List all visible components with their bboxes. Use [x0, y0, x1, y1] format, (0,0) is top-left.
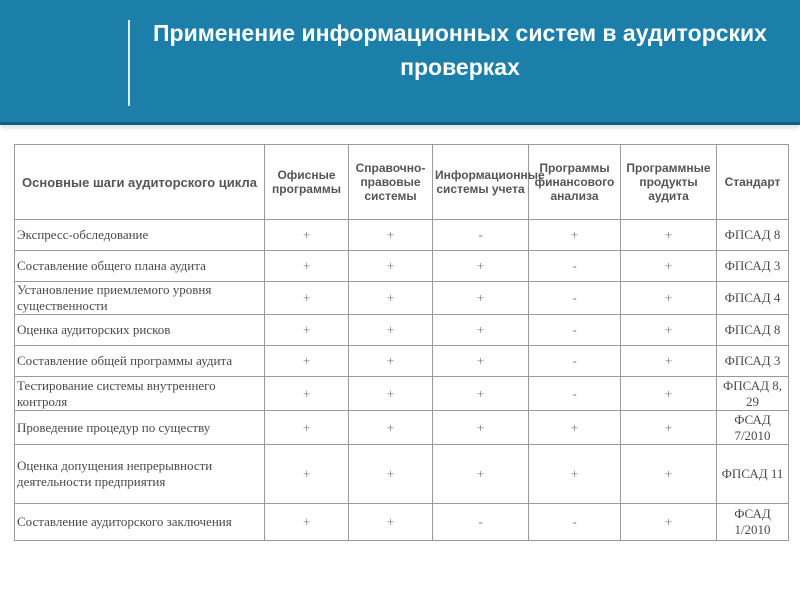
table-row	[15, 315, 789, 346]
mark-cell: +	[349, 377, 433, 411]
table-row	[15, 377, 789, 411]
mark-cell: +	[621, 504, 717, 541]
mark-cell: -	[433, 504, 529, 541]
slide-title: Применение информационных систем в аудиторских проверках	[153, 20, 767, 80]
mark-cell: +	[433, 282, 529, 315]
step-cell: Тестирование системы внутреннего контроля	[15, 377, 265, 411]
mark-cell: +	[349, 282, 433, 315]
step-cell: Составление аудиторского заключения	[15, 504, 265, 541]
mark-cell: +	[621, 377, 717, 411]
step-cell: Установление приемлемого уровня существенности	[15, 282, 265, 315]
mark-cell: +	[621, 282, 717, 315]
step-cell: Составление общего плана аудита	[15, 251, 265, 282]
header-standard: Стандарт	[717, 145, 789, 220]
mark-cell: +	[349, 504, 433, 541]
step-cell: Оценка аудиторских рисков	[15, 315, 265, 346]
header-office-programs: Офисные программы	[265, 145, 349, 220]
mark-cell: -	[529, 504, 621, 541]
table-row	[15, 411, 789, 445]
standard-cell: ФПСАД 3	[717, 251, 789, 282]
mark-cell: +	[349, 411, 433, 445]
mark-cell: +	[265, 377, 349, 411]
step-cell: Экспресс-обследование	[15, 220, 265, 251]
mark-cell: +	[621, 411, 717, 445]
table-row	[15, 282, 789, 315]
audit-systems-table	[14, 144, 789, 541]
mark-cell: +	[265, 346, 349, 377]
mark-cell: +	[265, 504, 349, 541]
mark-cell: +	[433, 251, 529, 282]
header-audit-software: Программные продукты аудита	[621, 145, 717, 220]
mark-cell: +	[349, 251, 433, 282]
mark-cell: +	[433, 346, 529, 377]
standard-cell: ФСАД 1/2010	[717, 504, 789, 541]
mark-cell: +	[265, 282, 349, 315]
table-row	[15, 251, 789, 282]
mark-cell: +	[529, 445, 621, 504]
mark-cell: +	[621, 220, 717, 251]
mark-cell: +	[265, 315, 349, 346]
standard-cell: ФСАД 7/2010	[717, 411, 789, 445]
header-steps: Основные шаги аудиторского цикла	[15, 145, 265, 220]
mark-cell: +	[349, 220, 433, 251]
mark-cell: -	[529, 251, 621, 282]
mark-cell: +	[265, 445, 349, 504]
mark-cell: +	[621, 346, 717, 377]
mark-cell: +	[433, 445, 529, 504]
table-row	[15, 220, 789, 251]
standard-cell: ФПСАД 8, 29	[717, 377, 789, 411]
header-accounting-systems: Информационные системы учета	[433, 145, 529, 220]
mark-cell: +	[621, 445, 717, 504]
step-cell: Составление общей программы аудита	[15, 346, 265, 377]
step-cell: Оценка допущения непрерывности деятельности предприятия	[15, 445, 265, 504]
mark-cell: +	[265, 251, 349, 282]
standard-cell: ФПСАД 3	[717, 346, 789, 377]
mark-cell: +	[621, 315, 717, 346]
mark-cell: +	[433, 377, 529, 411]
standard-cell: ФПСАД 4	[717, 282, 789, 315]
standard-cell: ФПСАД 11	[717, 445, 789, 504]
standard-cell: ФПСАД 8	[717, 315, 789, 346]
mark-cell: +	[349, 445, 433, 504]
mark-cell: +	[349, 315, 433, 346]
mark-cell: -	[529, 282, 621, 315]
mark-cell: +	[529, 220, 621, 251]
slide-header	[0, 0, 800, 125]
mark-cell: +	[265, 411, 349, 445]
table-header-row	[15, 145, 789, 220]
mark-cell: +	[433, 411, 529, 445]
mark-cell: -	[529, 315, 621, 346]
step-cell: Проведение процедур по существу	[15, 411, 265, 445]
mark-cell: -	[529, 346, 621, 377]
mark-cell: +	[433, 315, 529, 346]
table-row	[15, 346, 789, 377]
table-row	[15, 504, 789, 541]
mark-cell: +	[349, 346, 433, 377]
mark-cell: +	[265, 220, 349, 251]
mark-cell: +	[621, 251, 717, 282]
mark-cell: -	[433, 220, 529, 251]
table-row	[15, 445, 789, 504]
mark-cell: +	[529, 411, 621, 445]
header-financial-analysis: Программы финансового анализа	[529, 145, 621, 220]
mark-cell: -	[529, 377, 621, 411]
standard-cell: ФПСАД 8	[717, 220, 789, 251]
header-legal-systems: Справочно-правовые системы	[349, 145, 433, 220]
header-divider	[128, 20, 130, 106]
